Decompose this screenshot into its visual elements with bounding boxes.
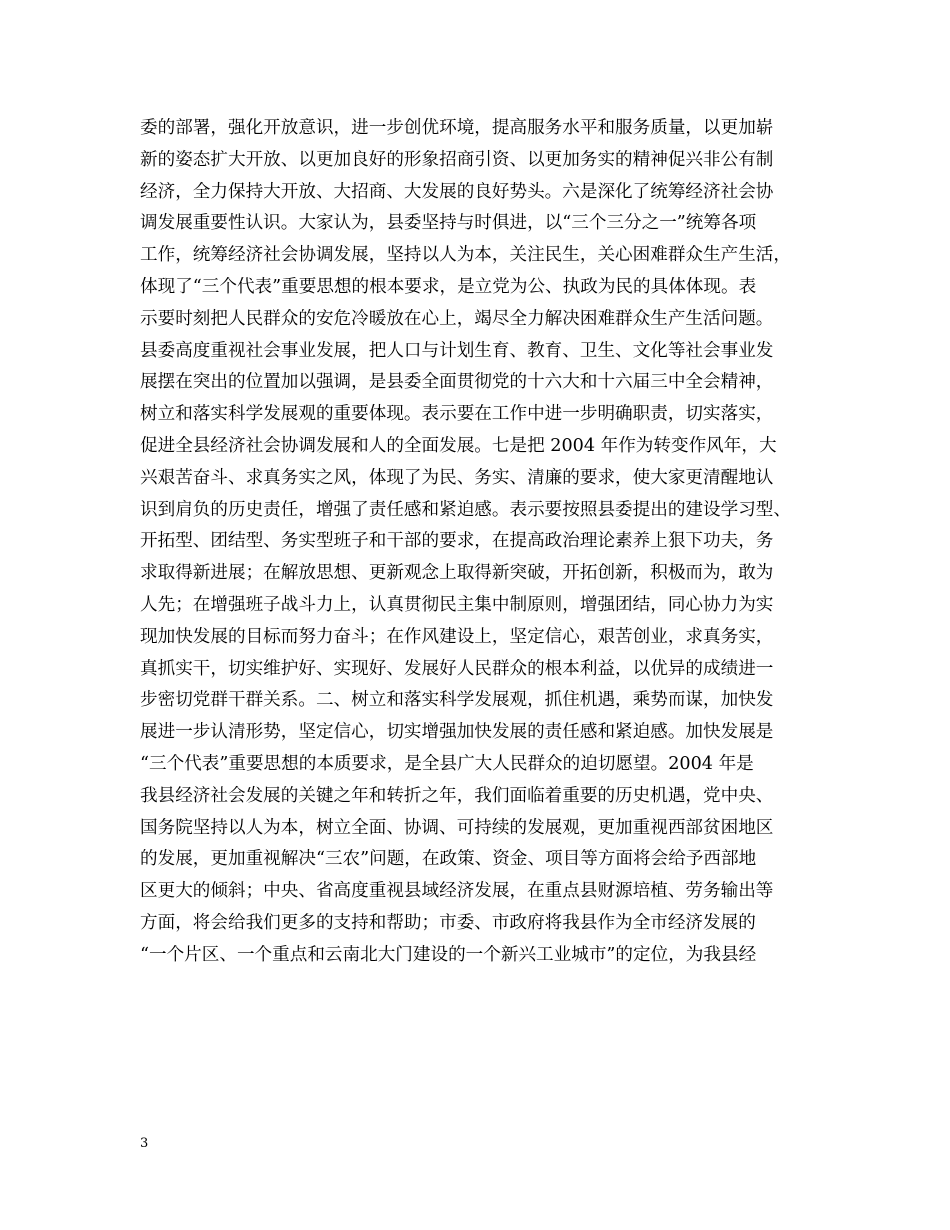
text-line: 人先；在增强班子战斗力上，认真贯彻民主集中制原则，增强团结，同心协力为实: [140, 594, 774, 615]
text-line: 树立和落实科学发展观的重要体现。表示要在工作中进一步明确职责，切实落实，: [140, 404, 774, 425]
text-line: 展摆在突出的位置加以强调，是县委全面贯彻党的十六大和十六届三中全会精神，: [140, 372, 774, 393]
page-number: 3: [140, 1136, 149, 1151]
text-line: 现加快发展的目标而努力奋斗；在作风建设上，坚定信心，艰苦创业，求真务实，: [140, 626, 774, 647]
text-line: 方面，将会给我们更多的支持和帮助；市委、市政府将我县作为全市经济发展的: [140, 912, 756, 933]
text-line: 兴艰苦奋斗、求真务实之风，体现了为民、务实、清廉的要求，使大家更清醒地认: [140, 467, 774, 488]
text-line: 示要时刻把人民群众的安危冷暖放在心上，竭尽全力解决困难群众生产生活问题。: [140, 308, 774, 329]
text-line: 体现了“三个代表”重要思想的根本要求，是立党为公、执政为民的具体体现。表: [140, 276, 757, 297]
text-line: 区更大的倾斜；中央、省高度重视县域经济发展，在重点县财源培植、劳务输出等: [140, 881, 774, 902]
text-line: 县委高度重视社会事业发展，把人口与计划生育、教育、卫生、文化等社会事业发: [140, 340, 774, 361]
text-line: 国务院坚持以人为本，树立全面、协调、可持续的发展观，更加重视西部贫困地区: [140, 817, 774, 838]
body-text: [140, 113, 840, 972]
text-line: 我县经济社会发展的关键之年和转折之年，我们面临着重要的历史机遇，党中央、: [140, 785, 774, 806]
text-line: 委的部署，强化开放意识，进一步创优环境，提高服务水平和服务质量，以更加崭: [140, 118, 774, 138]
text-line: 的发展，更加重视解决“三农”问题，在政策、资金、项目等方面将会给予西部地: [140, 849, 757, 870]
text-line: 真抓实干，切实维护好、实现好、发展好人民群众的根本利益，以优异的成绩进一: [140, 658, 774, 679]
text-line: 经济，全力保持大开放、大招商、大发展的良好势头。六是深化了统筹经济社会协: [140, 181, 774, 202]
text-line: “一个片区、一个重点和云南北大门建设的一个新兴工业城市”的定位，为我县经: [140, 944, 757, 965]
text-line: 展进一步认清形势，坚定信心，切实增强加快发展的责任感和紧迫感。加快发展是: [140, 722, 774, 743]
text-line: 步密切党群干群关系。二、树立和落实科学发展观，抓住机遇，乘势而谋，加快发: [140, 690, 774, 711]
text-line: 调发展重要性认识。大家认为，县委坚持与时俱进，以“三个三分之一”统筹各项: [140, 213, 757, 234]
text-line: 工作，统筹经济社会协调发展，坚持以人为本，关注民生，关心困难群众生产生活，: [140, 245, 791, 266]
text-line: “三个代表”重要思想的本质要求，是全县广大人民群众的迫切愿望。2004 年是: [140, 753, 754, 774]
text-line: 促进全县经济社会协调发展和人的全面发展。七是把 2004 年作为转变作风年，大: [140, 435, 777, 456]
text-line: 求取得新进展；在解放思想、更新观念上取得新突破，开拓创新，积极而为，敢为: [140, 563, 774, 584]
text-line: 新的姿态扩大开放、以更加良好的形象招商引资、以更加务实的精神促兴非公有制: [140, 149, 774, 170]
text-line: 识到肩负的历史责任，增强了责任感和紧迫感。表示要按照县委提出的建设学习型、: [140, 499, 791, 520]
text-line: 开拓型、团结型、务实型班子和干部的要求，在提高政治理论素养上狠下功夫，务: [140, 531, 774, 552]
